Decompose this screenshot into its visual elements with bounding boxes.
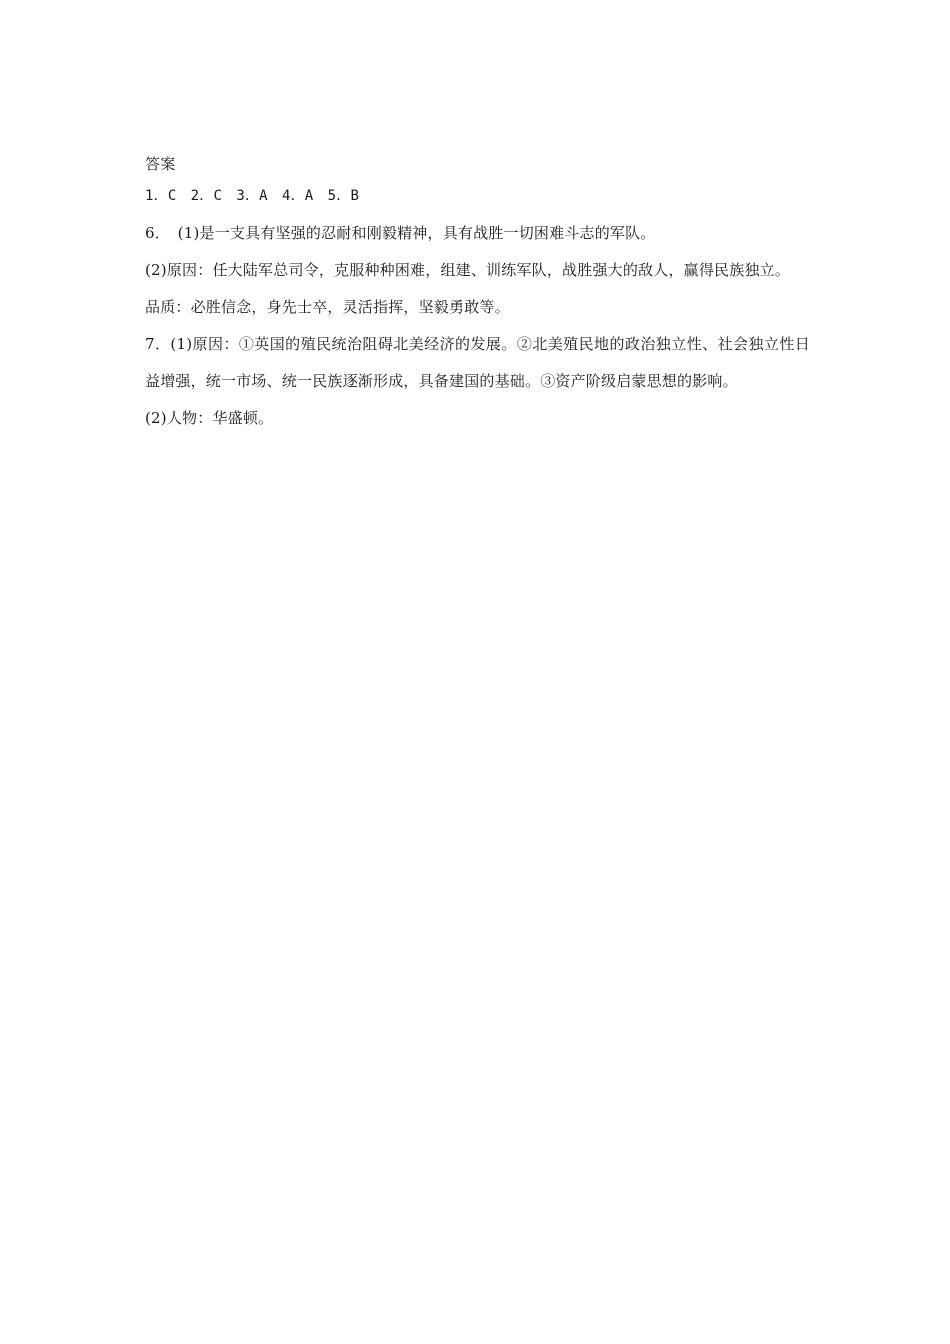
q7-part1: 7．(1)原因：①英国的殖民统治阻碍北美经济的发展。②北美殖民地的政治独立性、社会独立性日益增强，统一市场、统一民族逐渐形成，具备建国的基础。③资产阶级启蒙思想的影响。 bbox=[145, 335, 810, 390]
q6-part1: 6． (1)是一支具有坚强的忍耐和刚毅精神，具有战胜一切困难斗志的军队。 bbox=[145, 224, 656, 242]
q6-part2-quality: 品质：必胜信念，身先士卒，灵活指挥，坚毅勇敢等。 bbox=[145, 298, 510, 316]
answer-heading: 答案 bbox=[145, 155, 176, 173]
q7-part2: (2)人物：华盛顿。 bbox=[145, 409, 274, 427]
answer-section bbox=[145, 150, 810, 437]
choice-answers: 1．C 2．C 3．A 4．A 5．B bbox=[145, 188, 360, 204]
q6-part2-reason: (2)原因：任大陆军总司令，克服种种困难，组建、训练军队，战胜强大的敌人，赢得民族独立。 bbox=[145, 261, 791, 279]
